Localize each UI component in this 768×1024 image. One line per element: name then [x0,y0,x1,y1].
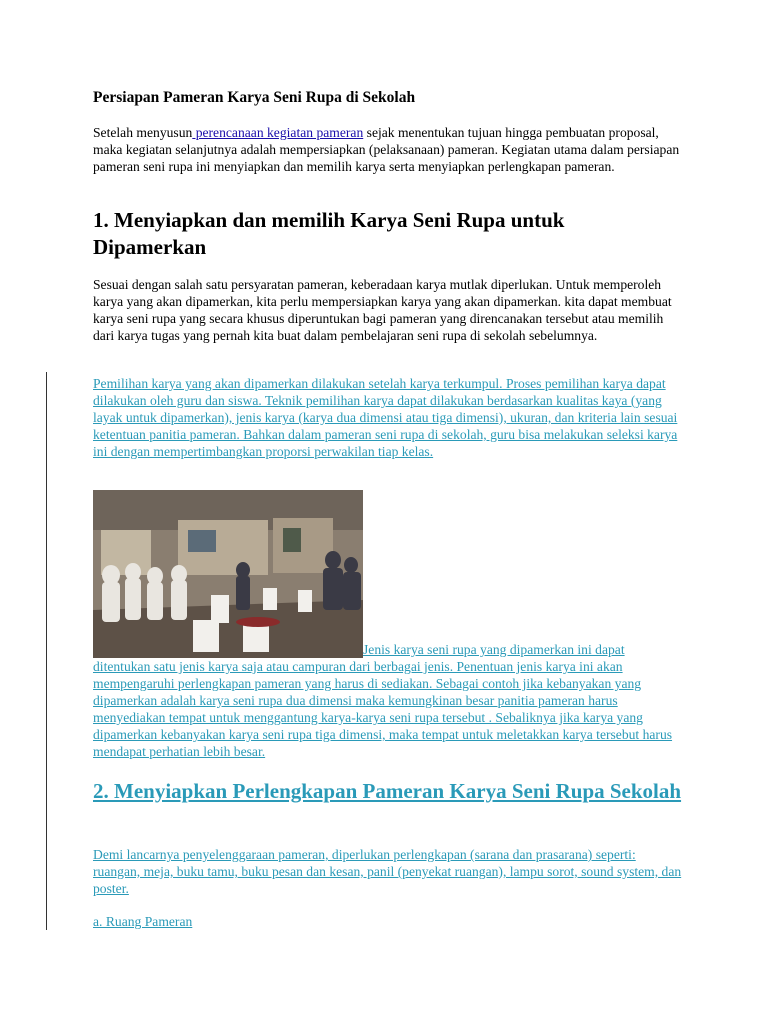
intro-paragraph [93,124,683,175]
sub-heading-ruang-pameran-link[interactable]: a. Ruang Pameran [93,914,193,929]
exhibition-photo [93,490,363,658]
link-perencanaan-kegiatan-pameran[interactable]: perencanaan kegiatan pameran [192,125,364,140]
paragraph-2-link[interactable]: Pemilihan karya yang akan dipamerkan dilakukan setelah karya terkumpul. Proses pemilihan karya dapat dilakukan oleh guru dan siswa. Teknik pemilihan karya dapat dilakukan berdasarkan kualitas kaya (yang layak untuk dipamerkan), jenis karya (karya dua dimensi atau tiga dimensi), ukuran, dan kriteria lain sesuai ketentuan panitia pameran. Bahkan dalam pameran seni rupa di sekolah, guru bisa melakukan seleksi karya ini dengan mempertimbangkan proporsi perwakilan tiap kelas. [93,376,678,459]
intro-text-after: sejak menentukan tujuan hingga pembuatan proposal, maka kegiatan selanjutnya adalah mempersiapkan (pelaksanaan) pameran. Kegiatan utama dalam persiapan pameran seni rupa ini menyiapkan dan memilih karya serta menyiapkan perlengkapan pameran. [93,125,680,174]
heading-1: 1. Menyiapkan dan memilih Karya Seni Rupa untuk Dipamerkan [93,208,565,259]
paragraph-1: Sesuai dengan salah satu persyaratan pameran, keberadaan karya mutlak diperlukan. Untuk memperoleh karya yang akan dipamerkan, kita perlu mempersiapkan karya yang akan dipamerkan. kita dapat membuat karya seni rupa yang secara khusus diperuntukan bagi pameran yang direncanakan tersebut atau memilih dari karya tugas yang pernah kita buat dalam pembelajaran seni rupa di sekolah sebelumnya. [93,277,672,343]
document-title: Persiapan Pameran Karya Seni Rupa di Sekolah [93,89,416,106]
intro-text-before: Setelah menyusun [93,125,193,140]
paragraph-3-text[interactable]: Jenis karya seni rupa yang dipamerkan ini dapat ditentukan satu jenis karya saja atau campuran dari berbagai jenis. Penentuan jenis karya ini akan mempengaruhi perlengkapan pameran yang harus di sediakan. Sebagai contoh jika kebanyakan yang dipamerkan adalah karya seni rupa dua dimensi maka kemungkinan besar panitia pameran harus menyediakan tempat untuk menggantung karya-karya seni rupa tersebut . Sebaliknya jika karya yang dipamerkan kebanyakan karya seni rupa tiga dimensi, maka tempat untuk meletakkan karya tersebut harus mendapat perhatian lebih besar. [93,642,673,759]
exhibition-photo-image [93,490,363,658]
paragraph-3-link[interactable] [93,641,683,760]
margin-bar [46,372,47,930]
paragraph-4-link[interactable]: Demi lancarnya penyelenggaraan pameran, diperlukan perlengkapan (sarana dan prasarana) seperti: ruangan, meja, buku tamu, buku pesan dan kesan, panil (penyekat ruangan), lampu sorot, sound system, dan poster. [93,847,682,896]
heading-2-link[interactable]: 2. Menyiapkan Perlengkapan Pameran Karya Seni Rupa Sekolah [93,779,682,803]
